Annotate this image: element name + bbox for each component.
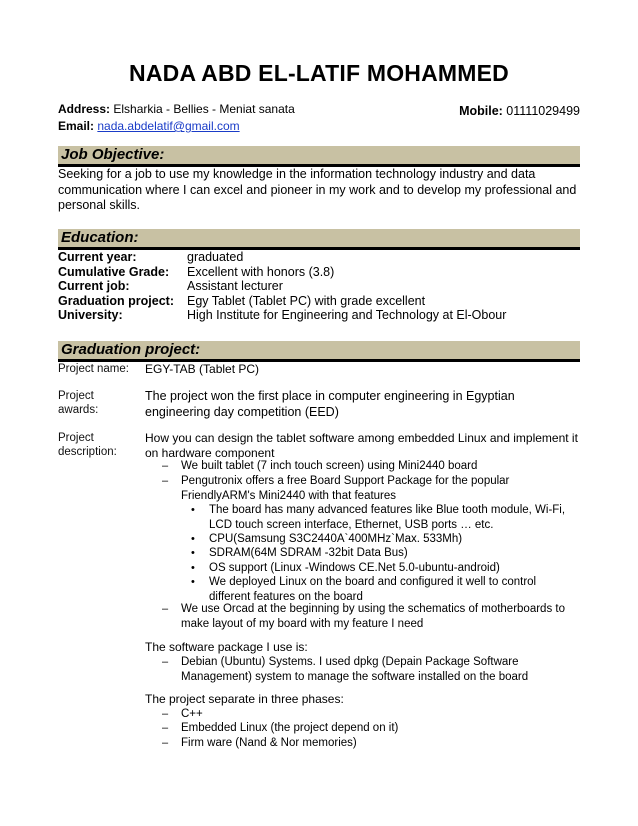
address-label: Address: bbox=[58, 102, 111, 116]
bullet-marker: • bbox=[191, 562, 195, 574]
feature-item: SDRAM(64M SDRAM -32bit Data Bus) bbox=[209, 547, 408, 559]
project-name-label: Project name: bbox=[58, 363, 129, 375]
label-line: description: bbox=[58, 446, 117, 458]
education-table bbox=[58, 250, 506, 323]
software-item: Debian (Ubuntu) Systems. I used dpkg (Depain Package Software Management) system to manage the software installed on the board bbox=[181, 656, 529, 683]
label-line: Project bbox=[58, 390, 94, 402]
education-value: graduated bbox=[187, 250, 244, 264]
job-objective-heading-bar bbox=[58, 146, 580, 167]
job-objective-heading: Job Objective: bbox=[61, 146, 165, 163]
feature-item: CPU(Samsung S3C2440A`400MHz`Max. 533Mh) bbox=[209, 533, 463, 545]
education-value: Excellent with honors (3.8) bbox=[187, 264, 335, 279]
education-row bbox=[58, 308, 506, 323]
project-name-value: EGY-TAB (Tablet PC) bbox=[145, 362, 260, 376]
dash-marker: – bbox=[162, 722, 169, 734]
feature-item: We deployed Linux on the board and configured it well to control different features on the board bbox=[209, 576, 537, 603]
phase-item: Firm ware (Nand & Nor memories) bbox=[181, 737, 357, 749]
email-link[interactable]: nada.abdelatif@gmail.com bbox=[97, 119, 240, 133]
phase-item: C++ bbox=[181, 708, 203, 720]
education-value: Egy Tablet (Tablet PC) with grade excellent bbox=[187, 293, 426, 308]
description-item: Pengutronix offers a free Board Support Package for the popular FriendlyARM's Mini2440 with that features bbox=[181, 475, 510, 502]
project-awards-label bbox=[58, 389, 142, 417]
phases-intro: The project separate in three phases: bbox=[145, 692, 344, 706]
phase-item: Embedded Linux (the project depend on it) bbox=[181, 722, 399, 734]
education-key: Cumulative Grade: bbox=[58, 264, 170, 279]
graduation-heading: Graduation project: bbox=[61, 341, 201, 358]
dash-marker: – bbox=[162, 603, 169, 615]
education-value: Assistant lecturer bbox=[187, 279, 283, 293]
education-value: High Institute for Engineering and Technology at El-Obour bbox=[187, 308, 507, 322]
education-key: Current job: bbox=[58, 279, 130, 293]
graduation-heading-bar bbox=[58, 341, 580, 362]
education-heading-bar bbox=[58, 229, 580, 250]
project-awards-value: The project won the first place in computer engineering in Egyptian engineering day competition (EED) bbox=[145, 389, 515, 419]
bullet-marker: • bbox=[191, 576, 195, 588]
description-item: We use Orcad at the beginning by using the schematics of motherboards to make layout of my board with my feature I need bbox=[181, 603, 565, 630]
address-line bbox=[58, 101, 295, 117]
candidate-name: NADA ABD EL-LATIF MOHAMMED bbox=[129, 60, 509, 86]
description-item: We built tablet (7 inch touch screen) using Mini2440 board bbox=[181, 460, 478, 472]
feature-item: OS support (Linux -Windows CE.Net 5.0-ubuntu-android) bbox=[209, 562, 500, 574]
label-line: awards: bbox=[58, 404, 99, 416]
email-label: Email: bbox=[58, 119, 95, 133]
project-description-label bbox=[58, 431, 142, 459]
education-key: Current year: bbox=[58, 250, 137, 264]
education-row bbox=[58, 279, 506, 294]
education-heading: Education: bbox=[61, 229, 139, 246]
education-row bbox=[58, 265, 506, 280]
dash-marker: – bbox=[162, 737, 169, 749]
education-row bbox=[58, 250, 506, 265]
education-row bbox=[58, 294, 506, 309]
job-objective-text: Seeking for a job to use my knowledge in the information technology industry and data communication where I can excel and pioneer in my work and to develop my professional and personal skills. bbox=[58, 167, 577, 212]
bullet-marker: • bbox=[191, 504, 195, 516]
project-description-intro: How you can design the tablet software among embedded Linux and implement it on hardware component bbox=[145, 431, 578, 460]
education-key: Graduation project: bbox=[58, 293, 174, 308]
email-line bbox=[58, 118, 240, 134]
dash-marker: – bbox=[162, 475, 169, 487]
feature-item: The board has many advanced features like Blue tooth module, Wi-Fi, LCD touch screen interface, Ethernet, USB ports … etc. bbox=[209, 504, 566, 531]
dash-marker: – bbox=[162, 460, 169, 472]
bullet-marker: • bbox=[191, 533, 195, 545]
address-value: Elsharkia - Bellies - Meniat sanata bbox=[113, 102, 295, 116]
label-line: Project bbox=[58, 432, 94, 444]
dash-marker: – bbox=[162, 656, 169, 668]
mobile-label: Mobile: bbox=[459, 104, 503, 118]
mobile-line bbox=[459, 103, 580, 119]
dash-marker: – bbox=[162, 708, 169, 720]
mobile-value: 01111029499 bbox=[506, 104, 580, 118]
software-intro: The software package I use is: bbox=[145, 640, 308, 654]
education-key: University: bbox=[58, 308, 123, 322]
bullet-marker: • bbox=[191, 547, 195, 559]
